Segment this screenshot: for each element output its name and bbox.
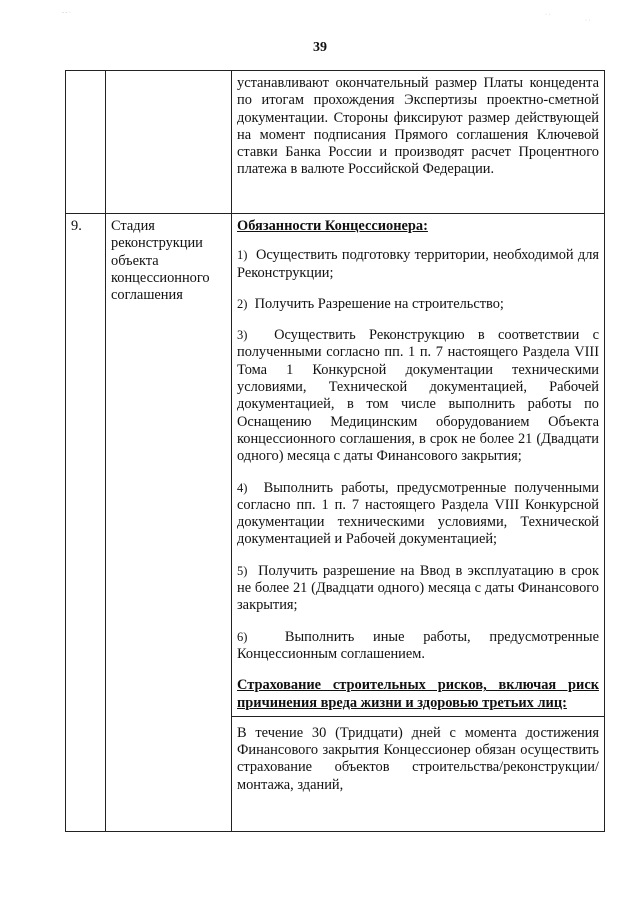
obligation-item: 6) Выполнить иные работы, предусмотренные Концессионным соглашением. [237,628,599,662]
page-number: 39 [313,40,327,55]
table-row-9 [66,214,605,832]
stage-cell [106,214,232,832]
obligations-heading: Обязанности Концессионера: [237,218,428,234]
obligation-item: 1) Осуществить подготовку территории, необходимой для Реконструкции; [237,247,599,281]
continued-paragraph: устанавливают окончательный размер Платы концедента по итогам прохождения Экспертизы проектно-сметной документации. Стороны фиксируют размер действующей на момент подписания Прямого соглашения Ключевой ставки Банка России и производят расчет Процентного платежа в валюте Российской Федерации. [237,75,599,178]
scan-mark: - - · [62,10,71,16]
scan-mark: · · [585,18,591,24]
obligation-item: 2) Получить Разрешение на строительство; [237,295,504,312]
obligation-item: 3) Осуществить Реконструкцию в соответствии с полученными согласно пп. 1 п. 7 настоящего Раздела VIII Тома 1 Конкурсной документации техническими условиями, Технической документацией, Рабочей документацией, в том числе выполнить работы по Оснащению Медицинским оборудованием Объекта концессионного соглашения, в срок не более 21 (Двадцати одного) месяца с даты Финансового закрытия; [237,327,600,465]
description-cell [232,71,605,214]
scan-mark: · · [545,12,551,18]
stage-cell-empty [106,71,232,214]
table-row-continued [66,71,605,214]
obligations-cell [232,214,605,832]
row-number: 9. [71,218,82,234]
insurance-paragraph: В течение 30 (Тридцати) дней с момента достижения Финансового закрытия Концессионер обязан осуществить страхование объектов строительства/реконструкции/монтажа, зданий, [237,724,599,793]
insurance-heading: Страхование строительных рисков, включая риск причинения вреда жизни и здоровью третьих лиц: [232,677,604,717]
stage-name: Стадия реконструкции объекта концессионного соглашения [111,218,210,304]
obligation-item: 4) Выполнить работы, предусмотренные полученными согласно пп. 1 п. 7 настоящего Раздела VIII Конкурсной документации техническими условиями, Технической документацией и Рабочей документацией; [237,479,599,548]
row-number-cell-empty [66,71,106,214]
row-number-cell [66,214,106,832]
obligation-item: 5) Получить разрешение на Ввод в эксплуатацию в срок не более 21 (Двадцати одного) месяца с даты Финансового закрытия; [237,562,599,614]
document-table [65,70,605,832]
